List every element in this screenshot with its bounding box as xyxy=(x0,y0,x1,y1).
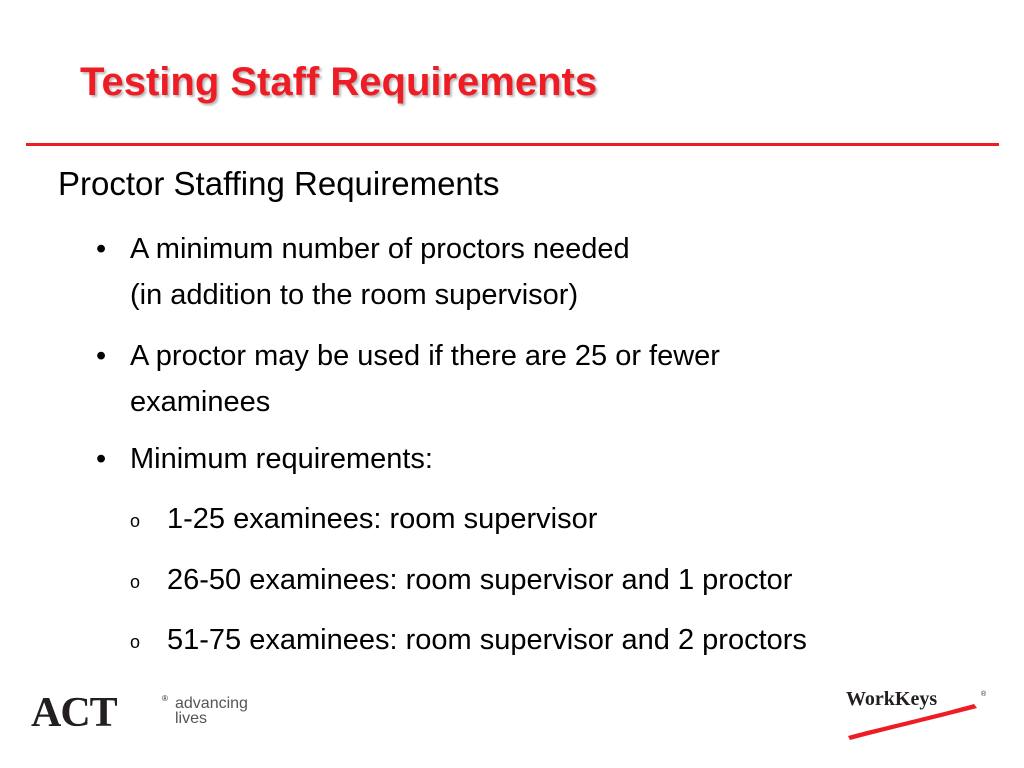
tagline-line: advancing xyxy=(175,695,248,712)
bullet-line: (in addition to the room supervisor) xyxy=(130,279,579,311)
bullet-text xyxy=(130,333,720,425)
bullet-text xyxy=(130,226,630,318)
sub-bullet-text: 1-25 examinees: room supervisor xyxy=(167,503,598,535)
bullet-text: Minimum requirements: xyxy=(130,443,433,475)
workkeys-logo xyxy=(846,688,986,740)
swoosh-shape xyxy=(848,704,977,740)
circle-bullet-icon: o xyxy=(130,511,141,531)
registered-mark: ® xyxy=(981,691,987,698)
bullet-line: A minimum number of proctors needed xyxy=(130,233,630,265)
circle-bullet-icon: o xyxy=(130,572,141,592)
tagline-line: lives xyxy=(175,710,208,727)
bullet-icon: • xyxy=(96,340,107,372)
act-tagline xyxy=(175,696,248,726)
bullet-line: A proctor may be used if there are 25 or fewer xyxy=(130,340,720,372)
bullet-icon: • xyxy=(96,233,107,265)
sub-bullet-text: 51-75 examinees: room supervisor and 2 proctors xyxy=(167,624,807,656)
sub-bullet-text: 26-50 examinees: room supervisor and 1 proctor xyxy=(167,564,793,596)
title-divider xyxy=(26,143,999,146)
slide-title: Testing Staff Requirements xyxy=(80,60,598,104)
section-heading: Proctor Staffing Requirements xyxy=(58,165,500,202)
workkeys-logo-text: WorkKeys xyxy=(846,688,938,710)
bullet-icon: • xyxy=(96,443,107,475)
circle-bullet-icon: o xyxy=(130,632,141,652)
act-logo-text: ACT xyxy=(31,690,117,736)
act-logo xyxy=(31,688,271,738)
bullet-line: examinees xyxy=(130,386,271,418)
swoosh-icon xyxy=(846,688,986,740)
registered-mark: ® xyxy=(162,694,168,703)
